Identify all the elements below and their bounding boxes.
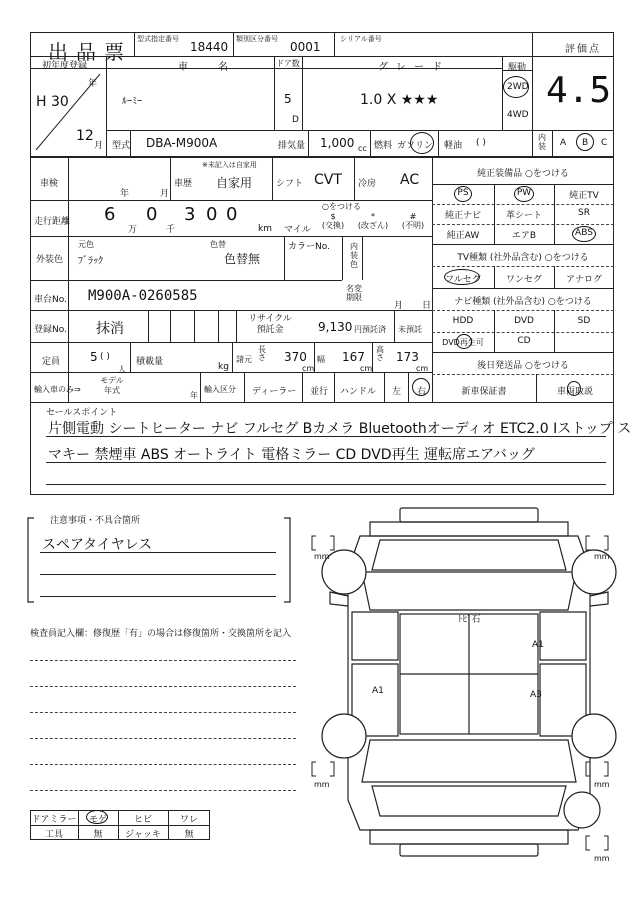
fuel-gasoline-circle bbox=[410, 132, 434, 154]
diesel-paren: ( ) bbox=[476, 138, 486, 148]
history-note: ※未記入は自家用 bbox=[202, 161, 257, 169]
car-name-value: ﾙｰﾐｰ bbox=[122, 96, 142, 107]
notes-label: 注意事項・不具合箇所 bbox=[48, 513, 142, 526]
width-label: 幅 bbox=[317, 355, 325, 364]
dereg-label: 登録No. bbox=[34, 325, 67, 335]
displacement-unit: cc bbox=[358, 144, 367, 153]
width-cm: cm bbox=[360, 364, 373, 373]
after-header: 後日発送品 ○をつける bbox=[477, 361, 569, 371]
name-change-day: 日 bbox=[422, 301, 432, 311]
equip-abs: ABS bbox=[575, 228, 593, 238]
mm-spare: mm bbox=[594, 854, 610, 863]
recycle-value: 9,130 bbox=[318, 320, 353, 334]
mileage-digit-4: 0 bbox=[206, 204, 218, 225]
equip-sr: SR bbox=[578, 208, 590, 218]
grade-label: グレード bbox=[378, 62, 450, 73]
doors-type: D bbox=[292, 115, 299, 125]
tv-analog: アナログ bbox=[565, 275, 602, 285]
mirror-moge-circle bbox=[86, 810, 108, 824]
repaint-label: 色替 bbox=[210, 240, 226, 249]
model-cert-value: 18440 bbox=[190, 40, 229, 54]
capacity-unit: 人 bbox=[118, 365, 126, 374]
sales-line-2: マキー 禁煙車 ABS オートライト 電格ミラー CD DVD再生 運転席エアバッグ bbox=[48, 447, 535, 463]
equip-navi: 純正ナビ bbox=[444, 211, 481, 221]
mileage-sen-unit: 千 bbox=[166, 225, 176, 235]
equip-ps-circle bbox=[454, 186, 472, 202]
orig-color-label: 元色 bbox=[78, 240, 94, 249]
model-label: 型式 bbox=[112, 141, 131, 151]
model-year-label: モデル年式 bbox=[100, 376, 124, 395]
capacity-label: 定員 bbox=[42, 357, 61, 367]
model-cert-label: 型式指定番号 bbox=[137, 35, 179, 43]
navi-dvd-play-circle bbox=[456, 334, 472, 349]
interior-color-label: 内装色 bbox=[350, 242, 358, 269]
left-label: 左 bbox=[392, 387, 402, 397]
form-title: 出品票 bbox=[48, 40, 132, 64]
car-name-label: 車名 bbox=[178, 62, 258, 73]
right-label: 右 bbox=[417, 387, 427, 397]
history-label: 車歴 bbox=[174, 179, 193, 189]
import-label: 輸入車のみ⇒ bbox=[34, 385, 81, 394]
shift-label: シフト bbox=[276, 179, 304, 189]
vin-label: 車台No. bbox=[34, 295, 67, 305]
first-reg-label: 初年度登録 bbox=[42, 61, 88, 71]
interior-b: B bbox=[582, 138, 589, 148]
mm-front-left: mm bbox=[314, 552, 330, 561]
model-value: DBA-M900A bbox=[146, 136, 218, 150]
name-change-label: 名変期限 bbox=[346, 284, 362, 302]
navi-dvd-play: DVD再生可 bbox=[442, 338, 484, 347]
vin-value: M900A-0260585 bbox=[88, 288, 198, 304]
tv-header: TV種類 (社外品含む) ○をつける bbox=[457, 253, 589, 263]
check-exchange: $ (交換) bbox=[321, 212, 345, 230]
inspection-year-unit: 年 bbox=[120, 189, 130, 199]
doors-value: 5 bbox=[284, 92, 292, 106]
month-value: 12 bbox=[76, 128, 94, 144]
navi-header: ナビ種類 (社外品含む) ○をつける bbox=[454, 297, 592, 307]
displacement-value: 1,000 bbox=[320, 136, 355, 150]
parallel-label: 並行 bbox=[310, 387, 329, 397]
navi-sd: SD bbox=[577, 316, 591, 326]
inspector-label: 検査員記入欄：修復歴「有」の場合は修復箇所・交換箇所を記入 bbox=[30, 629, 292, 639]
color-no-label: カラーNo. bbox=[288, 242, 330, 252]
capacity-paren: ( ) bbox=[100, 352, 110, 362]
load-unit: kg bbox=[218, 362, 229, 372]
mile-label: マイル bbox=[284, 225, 311, 235]
equip-airbag: エアB bbox=[511, 231, 537, 241]
length-cm: cm bbox=[302, 364, 315, 373]
notes-bracket bbox=[26, 516, 294, 606]
drive-2wd: 2WD bbox=[507, 82, 529, 92]
equip-tv: 純正TV bbox=[569, 191, 599, 201]
mileage-man-unit: 万 bbox=[128, 225, 138, 235]
aircon-value: AC bbox=[400, 172, 420, 188]
interior-c: C bbox=[601, 138, 608, 148]
height-cm: cm bbox=[416, 364, 429, 373]
after-manual: 車両取説 bbox=[556, 387, 593, 397]
mileage-digit-2: 0 bbox=[146, 204, 158, 225]
dereg-value: 抹消 bbox=[96, 321, 124, 337]
after-warranty: 新車保証書 bbox=[461, 387, 507, 397]
equip-ps: PS bbox=[457, 188, 469, 198]
category-value: 0001 bbox=[290, 40, 321, 54]
mm-rear-right: mm bbox=[594, 780, 610, 789]
mirror-break: ワレ bbox=[179, 815, 198, 825]
check-header: ○をつける bbox=[322, 202, 361, 211]
tv-oneseg: ワンセグ bbox=[505, 275, 542, 285]
capacity-value: 5 bbox=[90, 350, 98, 364]
load-label: 積載量 bbox=[136, 357, 164, 367]
notes-line-1: スペアタイヤレス bbox=[42, 537, 153, 553]
year-value: H 30 bbox=[36, 94, 69, 110]
genuine-header: 純正装備品 ○をつける bbox=[477, 169, 569, 179]
interior-b-circle bbox=[576, 133, 594, 151]
mm-rear-left: mm bbox=[314, 780, 330, 789]
check-tamper: * (改ざん) bbox=[357, 212, 389, 230]
score-label: 評価点 bbox=[565, 44, 601, 55]
after-manual-circle bbox=[567, 381, 581, 396]
mirror-moge: モゲ bbox=[88, 815, 107, 825]
shift-value: CVT bbox=[314, 172, 342, 188]
year-unit: 年 bbox=[88, 79, 98, 89]
navi-hdd: HDD bbox=[452, 316, 474, 326]
mark-a1-left: A1 bbox=[372, 686, 384, 696]
equip-abs-circle bbox=[572, 226, 596, 242]
recycle-unpaid: 未預託 bbox=[398, 325, 422, 334]
inspection-label: 車検 bbox=[40, 179, 59, 189]
equip-pw: PW bbox=[516, 188, 532, 198]
import-type-label: 輸入区分 bbox=[204, 385, 236, 394]
dealer-label: ディーラー bbox=[252, 387, 297, 397]
mileage-digit-5: 0 bbox=[226, 204, 238, 225]
grade-value: 1.0 X ★★★ bbox=[360, 92, 439, 108]
displacement-label: 排気量 bbox=[278, 141, 306, 151]
navi-dvd: DVD bbox=[514, 316, 534, 326]
mark-a3: A3 bbox=[530, 690, 542, 700]
month-unit: 月 bbox=[94, 141, 104, 151]
length-label: 長さ bbox=[258, 345, 266, 362]
inspection-month-unit: 月 bbox=[160, 189, 170, 199]
width-value: 167 bbox=[342, 350, 365, 364]
name-change-month: 月 bbox=[394, 301, 404, 311]
fuel-label: 燃料 bbox=[374, 141, 393, 151]
car-diagram bbox=[300, 500, 620, 870]
category-label: 類別区分番号 bbox=[236, 35, 278, 43]
height-label: 高さ bbox=[376, 345, 384, 362]
mileage-km-unit: km bbox=[258, 224, 272, 234]
repaint-value: 色替無 bbox=[224, 252, 261, 266]
recycle-label: リサイクル預託金 bbox=[248, 314, 292, 335]
fuel-value: ガソリン bbox=[397, 141, 434, 151]
model-year-unit: 年 bbox=[190, 391, 198, 400]
mileage-digit-3: 3 bbox=[184, 204, 196, 225]
sales-label: セールスポイント bbox=[46, 408, 118, 418]
length-value: 370 bbox=[284, 350, 307, 364]
drive-4wd: 4WD bbox=[507, 110, 529, 120]
mm-front-right: mm bbox=[594, 552, 610, 561]
mark-a1-right: A1 bbox=[532, 640, 544, 650]
drive-2wd-circle bbox=[503, 76, 529, 98]
handle-right-circle bbox=[412, 378, 430, 396]
equip-aw: 純正AW bbox=[446, 231, 480, 241]
tv-fullseg: フルセグ bbox=[445, 275, 481, 285]
mirror-label: ドアミラー bbox=[31, 815, 77, 825]
handle-label: ハンドル bbox=[340, 387, 377, 397]
doors-label: ドア数 bbox=[276, 59, 300, 68]
jack-value: 無 bbox=[184, 830, 194, 840]
color-label: 外装色 bbox=[36, 255, 64, 265]
score-value: 4.5 bbox=[546, 70, 612, 111]
height-value: 173 bbox=[396, 350, 419, 364]
tv-fullseg-circle bbox=[444, 269, 480, 285]
orig-color-value: ﾌﾞﾗｯｸ bbox=[78, 256, 103, 267]
mark-roof: ﾄﾋﾞ石 bbox=[458, 615, 481, 625]
equip-leather: 革シート bbox=[505, 211, 542, 221]
sales-line-1: 片側電動 シートヒーター ナビ フルセグ Bカメラ Bluetoothオーディオ ETC2.0 Iストップ ス bbox=[48, 421, 632, 437]
jack-label: ジャッキ bbox=[125, 830, 161, 840]
interior-label: 内装 bbox=[538, 133, 546, 151]
drive-label: 駆動 bbox=[508, 63, 527, 73]
mileage-digit-1: 6 bbox=[104, 204, 116, 225]
tools-value: 無 bbox=[93, 830, 103, 840]
mileage-label: 走行距離 bbox=[34, 217, 71, 227]
tools-label: 工具 bbox=[44, 830, 63, 840]
history-value: 自家用 bbox=[216, 176, 253, 190]
diesel-label: 軽油 bbox=[444, 141, 463, 151]
dims-label: 諸元 bbox=[236, 355, 252, 364]
interior-a: A bbox=[560, 138, 567, 148]
check-unknown: # (不明) bbox=[401, 212, 425, 230]
serial-label: シリアル番号 bbox=[340, 35, 382, 43]
navi-cd: CD bbox=[517, 336, 531, 346]
mirror-crack: ヒビ bbox=[133, 815, 152, 825]
aircon-label: 冷房 bbox=[358, 179, 377, 189]
equip-pw-circle bbox=[514, 186, 534, 202]
recycle-unit: 円預託済 bbox=[354, 325, 386, 334]
